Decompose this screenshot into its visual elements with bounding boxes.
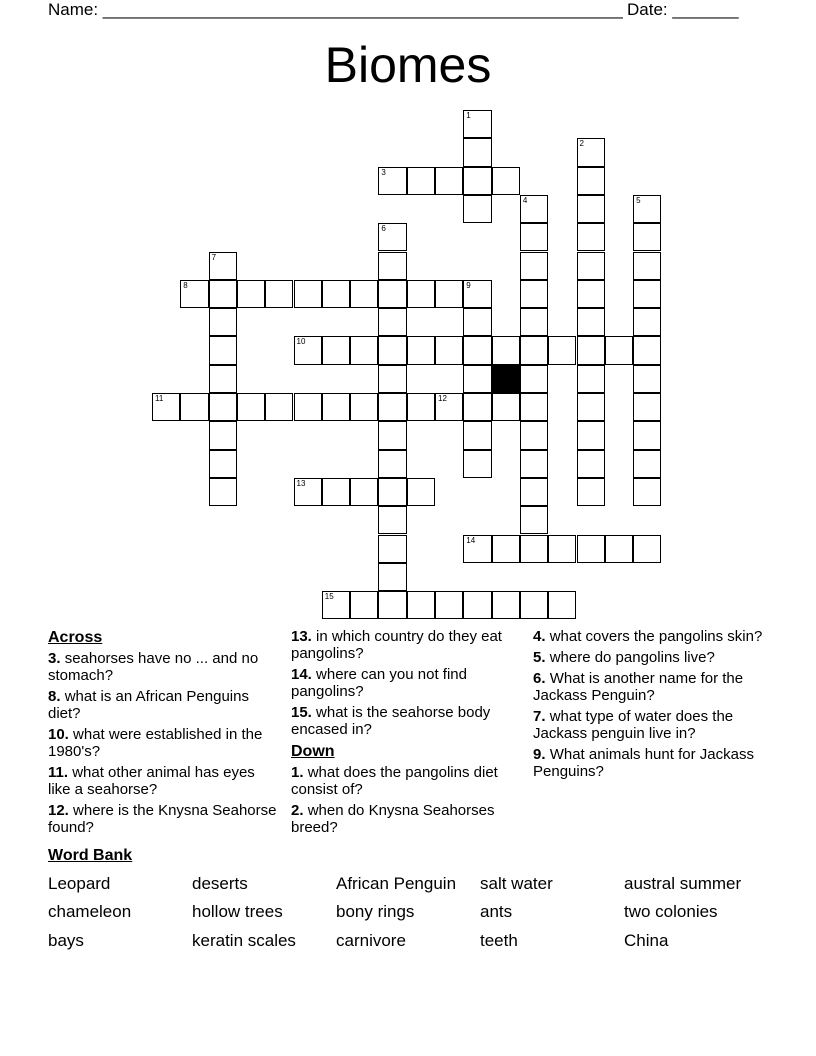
clue-number: 13.	[291, 628, 312, 645]
crossword-cell[interactable]	[577, 223, 605, 251]
crossword-cell[interactable]	[407, 167, 435, 195]
down-clue-1	[291, 764, 521, 798]
crossword-cell[interactable]	[209, 478, 237, 506]
crossword-cell[interactable]	[577, 535, 605, 563]
word-bank-item: teeth	[480, 931, 518, 950]
clue-number-label: 5	[636, 195, 641, 205]
crossword-cell[interactable]	[237, 280, 265, 308]
word-bank-item: keratin scales	[192, 931, 296, 950]
crossword-cell[interactable]	[209, 421, 237, 449]
across-clue-8	[48, 688, 278, 722]
clue-number: 4.	[533, 628, 546, 645]
crossword-cell[interactable]	[633, 393, 661, 421]
crossword-cell[interactable]	[350, 478, 378, 506]
crossword-cell[interactable]	[605, 535, 633, 563]
clue-number-label: 12	[438, 394, 447, 403]
clue-number: 3.	[48, 650, 61, 667]
clue-text: where can you not find pangolins?	[291, 666, 467, 700]
name-field-line: Name: _______________________________________________________	[48, 0, 623, 19]
crossword-cell[interactable]	[378, 478, 406, 506]
crossword-cell[interactable]	[378, 591, 406, 619]
clue-number-label: 15	[324, 592, 334, 602]
crossword-cell[interactable]	[463, 110, 491, 138]
word-bank-heading: Word Bank	[48, 847, 133, 864]
crossword-cell[interactable]	[350, 336, 378, 364]
crossword-cell[interactable]	[520, 393, 548, 421]
crossword-cell[interactable]	[378, 535, 406, 563]
crossword-cell[interactable]	[265, 280, 293, 308]
crossword-cell[interactable]	[577, 252, 605, 280]
crossword-cell[interactable]	[209, 336, 237, 364]
down-clue-4	[533, 628, 763, 645]
crossword-cell[interactable]	[407, 336, 435, 364]
down-clue-9	[533, 746, 763, 780]
crossword-cell[interactable]	[577, 450, 605, 478]
clue-number-label: 9	[466, 280, 471, 290]
crossword-cell[interactable]	[463, 138, 491, 166]
crossword-cell[interactable]	[633, 223, 661, 251]
crossword-cell[interactable]	[378, 506, 406, 534]
crossword-cell[interactable]	[209, 280, 237, 308]
crossword-cell[interactable]	[633, 308, 661, 336]
crossword-cell[interactable]	[633, 280, 661, 308]
clue-number-label: 3	[381, 167, 386, 177]
crossword-cell[interactable]	[435, 393, 463, 421]
crossword-cell[interactable]	[463, 195, 491, 223]
crossword-cell[interactable]	[322, 336, 350, 364]
clue-number-label: 13	[296, 478, 306, 488]
clue-number-label: 7	[211, 252, 217, 262]
crossword-cell[interactable]	[463, 591, 491, 619]
crossword-cell[interactable]	[294, 393, 322, 421]
crossword-cell[interactable]	[577, 421, 605, 449]
crossword-cell[interactable]	[605, 336, 633, 364]
crossword-cell[interactable]	[378, 563, 406, 591]
crossword-cell[interactable]	[520, 308, 548, 336]
crossword-cell[interactable]	[407, 393, 435, 421]
clue-number: 5.	[533, 649, 546, 666]
clue-number: 8.	[48, 688, 61, 705]
crossword-cell[interactable]	[633, 365, 661, 393]
crossword-cell[interactable]	[294, 336, 322, 364]
crossword-cell[interactable]	[350, 280, 378, 308]
word-bank-item: two colonies	[624, 902, 718, 921]
crossword-cell[interactable]	[378, 252, 406, 280]
crossword-cell[interactable]	[294, 478, 322, 506]
crossword-cell[interactable]	[180, 393, 208, 421]
word-bank-item: African Penguin	[336, 874, 457, 893]
word-bank-item: austral summer	[624, 874, 742, 893]
clue-number: 14.	[291, 666, 312, 683]
crossword-cell[interactable]	[237, 393, 265, 421]
crossword-cell[interactable]	[633, 450, 661, 478]
clue-number: 9.	[533, 746, 546, 763]
clue-column-1	[48, 628, 278, 840]
clue-number-label: 1	[466, 111, 471, 120]
crossword-cell[interactable]	[577, 167, 605, 195]
date-field-line: Date: _______	[627, 0, 739, 19]
clue-text: what covers the pangolins skin?	[549, 628, 763, 645]
crossword-cell[interactable]	[378, 167, 406, 195]
clue-number-label: 4	[522, 195, 528, 205]
crossword-cell[interactable]	[633, 535, 661, 563]
across-clue-3	[48, 650, 278, 684]
crossword-cell[interactable]	[322, 478, 350, 506]
clue-number: 1.	[291, 764, 304, 781]
clue-number-label: 10	[296, 337, 306, 347]
crossword-cell[interactable]	[209, 393, 237, 421]
down-clue-2	[291, 802, 521, 836]
crossword-cell[interactable]	[577, 336, 605, 364]
crossword-cell[interactable]	[463, 535, 491, 563]
crossword-cell[interactable]	[520, 365, 548, 393]
clue-number-label: 2	[579, 139, 584, 149]
word-bank-item: carnivore	[336, 931, 406, 950]
crossword-cell[interactable]	[577, 308, 605, 336]
crossword-cell[interactable]	[492, 393, 520, 421]
crossword-cell[interactable]	[152, 393, 180, 421]
clue-text: what is an African Penguins diet?	[48, 688, 249, 722]
clue-number: 7.	[533, 708, 546, 725]
crossword-cell[interactable]	[577, 195, 605, 223]
crossword-cell[interactable]	[378, 223, 406, 251]
word-bank-item: bays	[48, 931, 84, 950]
word-bank-item: Leopard	[48, 874, 111, 893]
crossword-cell[interactable]	[633, 421, 661, 449]
crossword-cell[interactable]	[520, 535, 548, 563]
down-clue-5	[533, 649, 763, 666]
clue-text: seahorses have no ... and no stomach?	[48, 650, 259, 684]
crossword-cell[interactable]	[378, 336, 406, 364]
across-clue-11	[48, 764, 278, 798]
down-clue-7	[533, 708, 763, 742]
clue-text: when do Knysna Seahorses breed?	[291, 802, 495, 836]
clue-text: what type of water does the Jackass penguin live in?	[533, 708, 734, 742]
clue-text: where do pangolins live?	[549, 649, 715, 666]
crossword-cell[interactable]	[633, 478, 661, 506]
crossword-cell[interactable]	[492, 535, 520, 563]
word-bank-item: deserts	[192, 874, 248, 893]
down-heading: Down	[291, 743, 335, 760]
word-bank-item: hollow trees	[192, 902, 283, 921]
clue-number: 11.	[48, 764, 69, 781]
clue-number-label: 6	[381, 224, 386, 234]
across-clue-15	[291, 704, 521, 738]
clue-text: what does the pangolins diet consist of?	[291, 764, 498, 798]
down-clue-6	[533, 670, 763, 704]
crossword-cell[interactable]	[350, 591, 378, 619]
crossword-cell[interactable]	[633, 336, 661, 364]
crossword-cell[interactable]	[577, 478, 605, 506]
clue-text: where is the Knysna Seahorse found?	[48, 802, 277, 836]
crossword-cell[interactable]	[520, 478, 548, 506]
crossword-cell[interactable]	[463, 336, 491, 364]
crossword-cell[interactable]	[492, 336, 520, 364]
word-bank-item: bony rings	[336, 902, 415, 921]
crossword-cell[interactable]	[520, 591, 548, 619]
clue-number: 2.	[291, 802, 304, 819]
clue-text: what other animal has eyes like a seahorse?	[48, 764, 255, 798]
crossword-cell[interactable]	[209, 308, 237, 336]
crossword-cell[interactable]	[633, 252, 661, 280]
crossword-cell[interactable]	[463, 167, 491, 195]
across-heading: Across	[48, 629, 103, 646]
crossword-cell[interactable]	[633, 195, 661, 223]
crossword-cell[interactable]	[209, 252, 237, 280]
crossword-cell[interactable]	[520, 223, 548, 251]
crossword-cell[interactable]	[577, 280, 605, 308]
across-clue-13	[291, 628, 521, 662]
word-bank-item: China	[624, 931, 669, 950]
crossword-cell[interactable]	[548, 535, 576, 563]
crossword-cell[interactable]	[265, 393, 293, 421]
crossword-cell[interactable]	[407, 591, 435, 619]
clue-text: what were established in the 1980's?	[48, 726, 263, 760]
across-clue-14	[291, 666, 521, 700]
crossword-cell[interactable]	[378, 393, 406, 421]
crossword-cell[interactable]	[520, 280, 548, 308]
crossword-cell[interactable]	[378, 365, 406, 393]
crossword-cell[interactable]	[322, 393, 350, 421]
crossword-cell[interactable]	[463, 450, 491, 478]
crossword-cell[interactable]	[180, 280, 208, 308]
crossword-cell[interactable]	[350, 393, 378, 421]
crossword-cell[interactable]	[577, 393, 605, 421]
crossword-cell[interactable]	[407, 280, 435, 308]
clue-text: What is another name for the Jackass Penguin?	[533, 670, 744, 704]
crossword-cell[interactable]	[435, 591, 463, 619]
blocked-cell	[492, 365, 520, 393]
page-title: Biomes	[324, 37, 492, 93]
crossword-cell[interactable]	[520, 252, 548, 280]
crossword-cell[interactable]	[520, 450, 548, 478]
crossword-cell[interactable]	[463, 365, 491, 393]
crossword-cell[interactable]	[209, 365, 237, 393]
crossword-cell[interactable]	[520, 195, 548, 223]
crossword-cell[interactable]	[435, 280, 463, 308]
crossword-cell[interactable]	[378, 308, 406, 336]
crossword-cell[interactable]	[435, 167, 463, 195]
word-bank-item: chameleon	[48, 902, 132, 921]
crossword-cell[interactable]	[407, 478, 435, 506]
word-bank-item: ants	[480, 902, 513, 921]
crossword-cell[interactable]	[492, 167, 520, 195]
crossword-cell[interactable]	[548, 591, 576, 619]
crossword-cell[interactable]	[322, 591, 350, 619]
clue-text: in which country do they eat pangolins?	[291, 628, 502, 662]
across-clue-12	[48, 802, 278, 836]
crossword-cell[interactable]	[492, 591, 520, 619]
crossword-cell[interactable]	[378, 280, 406, 308]
clue-number: 12.	[48, 802, 69, 819]
crossword-cell[interactable]	[294, 280, 322, 308]
crossword-cell[interactable]	[520, 421, 548, 449]
across-clue-10	[48, 726, 278, 760]
clue-text: what is the seahorse body encased in?	[291, 704, 491, 738]
crossword-cell[interactable]	[520, 336, 548, 364]
crossword-cell[interactable]	[577, 365, 605, 393]
crossword-cell[interactable]	[463, 308, 491, 336]
crossword-cell[interactable]	[577, 138, 605, 166]
crossword-cell[interactable]	[209, 450, 237, 478]
crossword-cell[interactable]	[463, 393, 491, 421]
clue-number: 6.	[533, 670, 546, 687]
crossword-cell[interactable]	[463, 421, 491, 449]
crossword-cell[interactable]	[378, 421, 406, 449]
crossword-cell[interactable]	[548, 336, 576, 364]
clue-number-label: 11	[155, 394, 164, 403]
clue-number: 10.	[48, 726, 69, 743]
clue-text: What animals hunt for Jackass Penguins?	[533, 746, 754, 780]
clue-number-label: 8	[183, 280, 188, 290]
crossword-cell[interactable]	[520, 506, 548, 534]
crossword-cell[interactable]	[378, 450, 406, 478]
crossword-cell[interactable]	[435, 336, 463, 364]
word-bank-item: salt water	[480, 874, 553, 893]
crossword-cell[interactable]	[463, 280, 491, 308]
crossword-cell[interactable]	[322, 280, 350, 308]
clue-column-2	[291, 628, 521, 840]
clue-number-label: 14	[466, 535, 476, 545]
clue-column-3	[533, 628, 763, 784]
clue-number: 15.	[291, 704, 312, 721]
